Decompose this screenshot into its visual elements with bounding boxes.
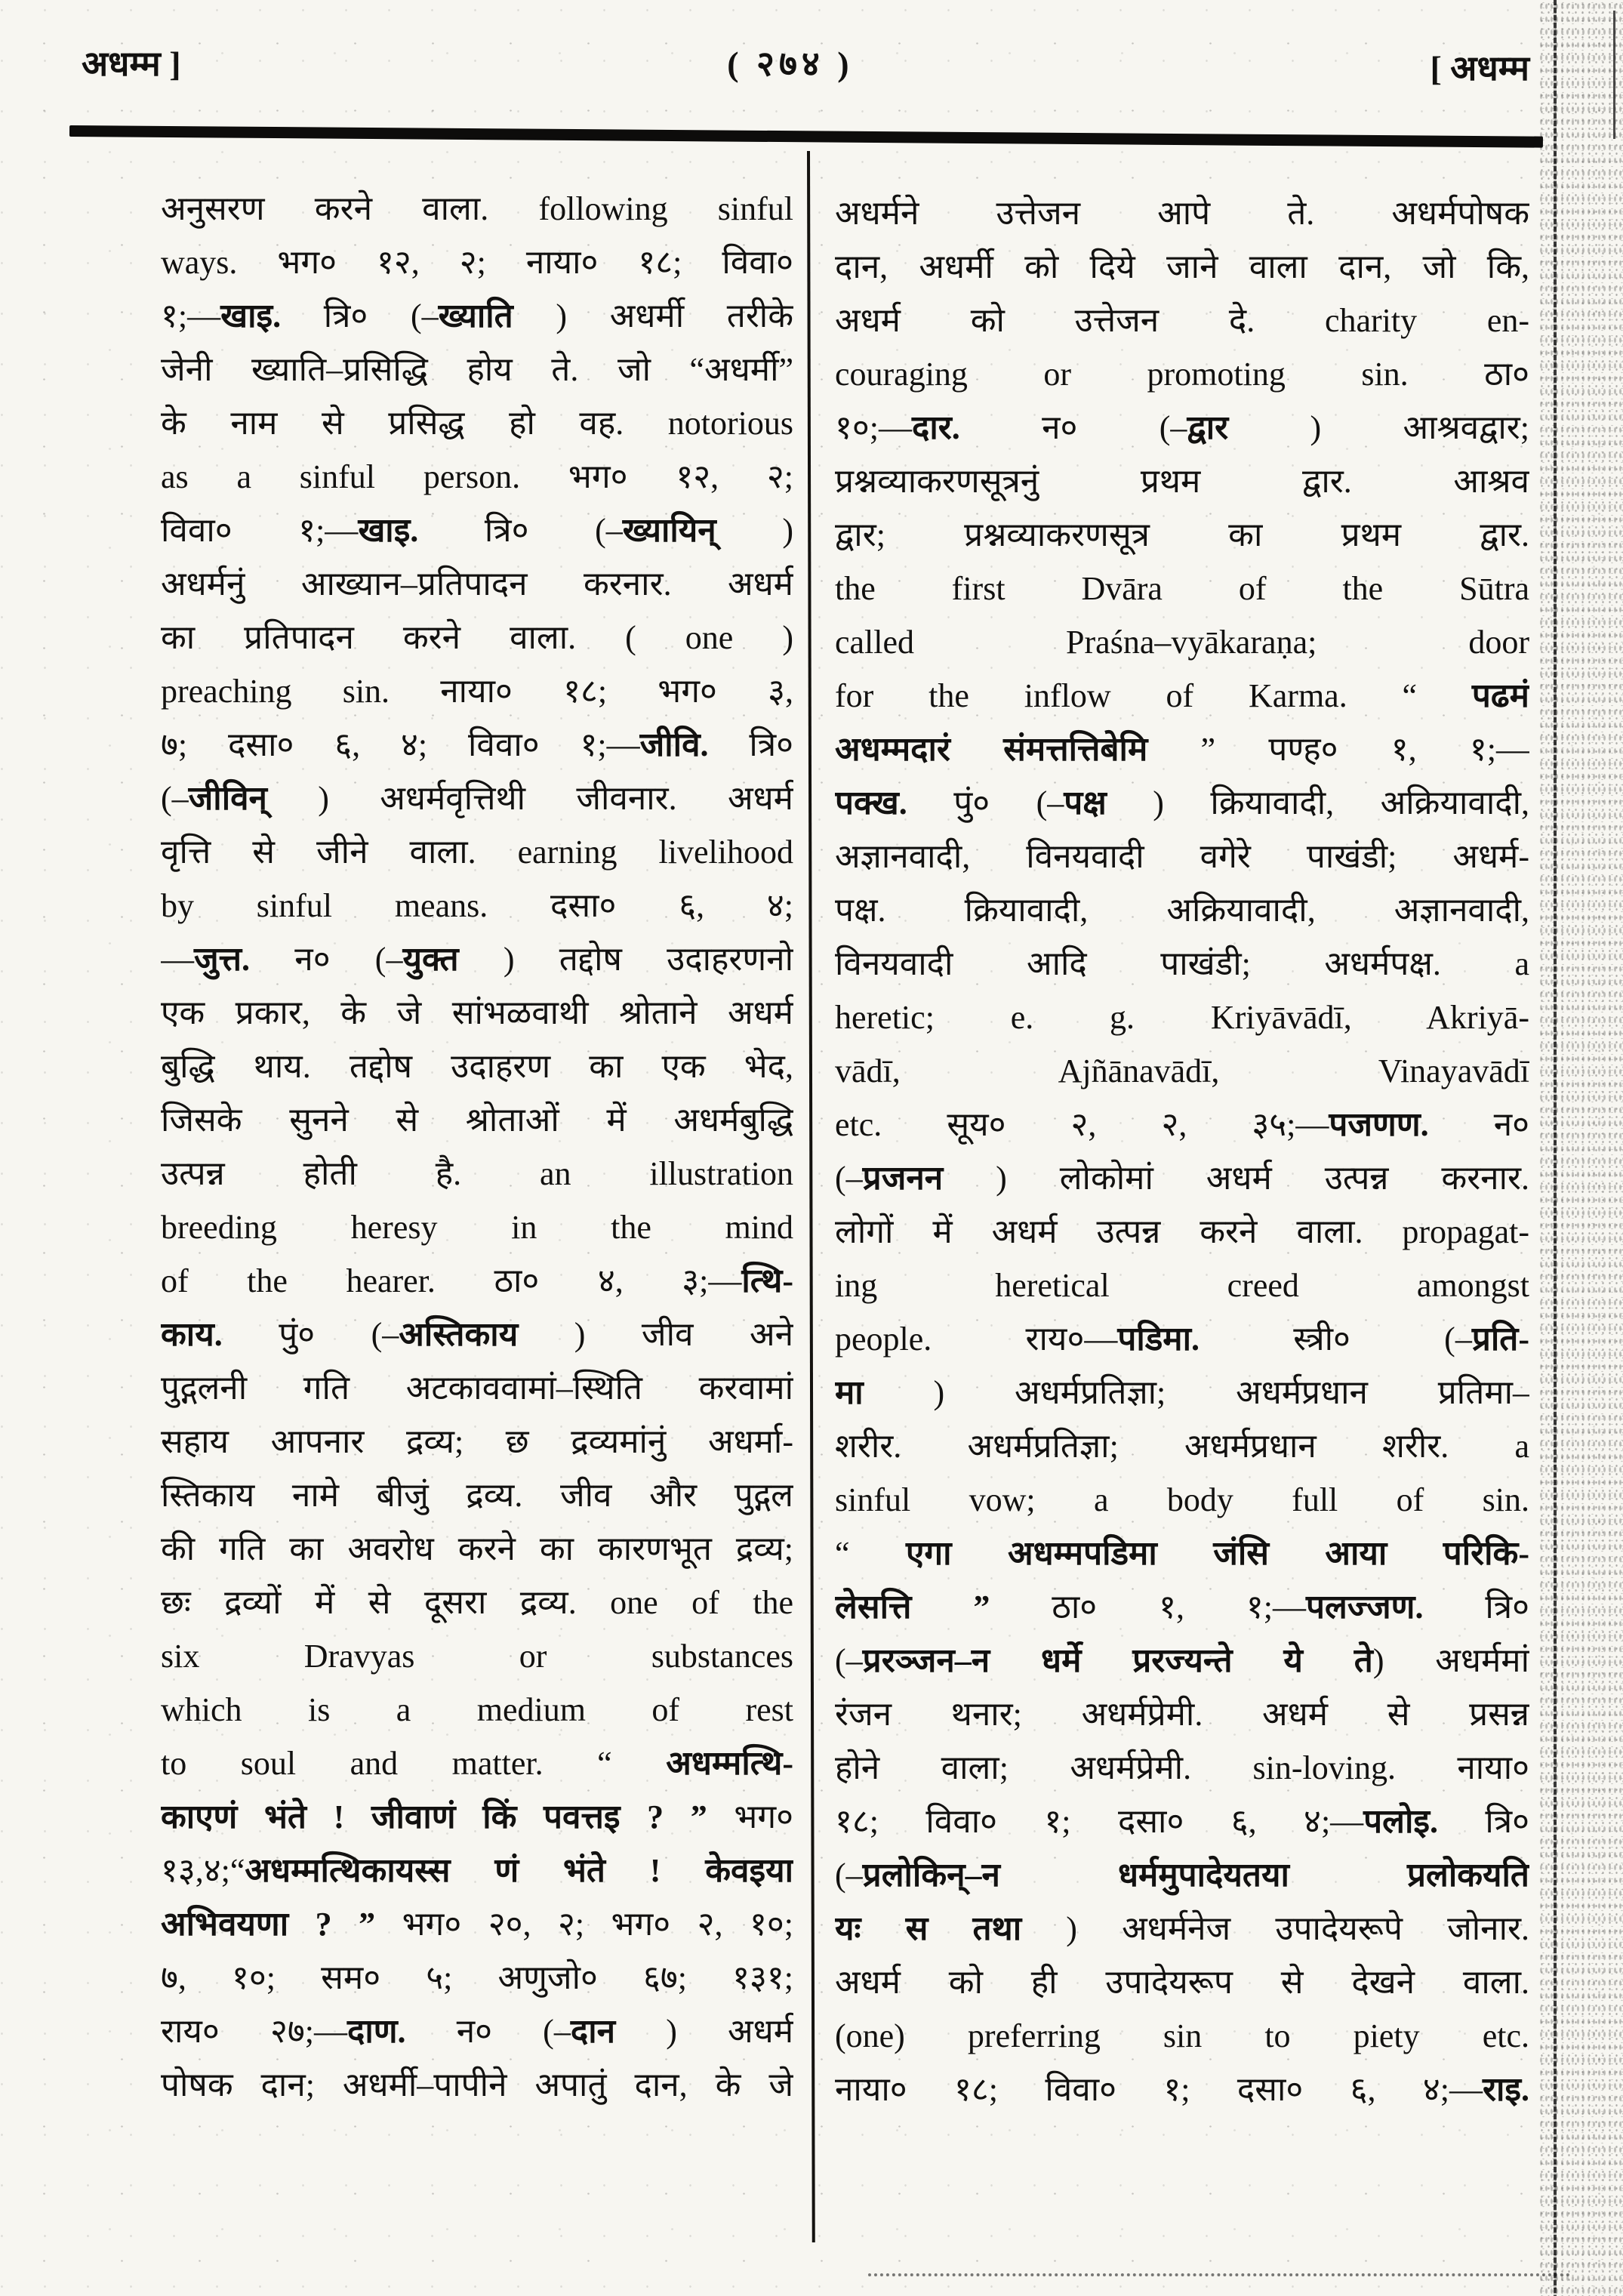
body-text: vādī, Ajñānavādī, Vinayavādī <box>835 1052 1529 1089</box>
text-line <box>835 1580 1529 1634</box>
body-text: त्रि० (– <box>418 512 623 549</box>
body-text: विनयवादी आदि पाखंडी; अधर्मपक्ष. a <box>835 945 1529 982</box>
body-text: ) आश्रवद्वार; <box>1228 409 1529 446</box>
body-text: (– <box>835 1642 863 1679</box>
body-text: न० <box>1428 1106 1529 1143</box>
body-text: ) अधर्ममां <box>1372 1642 1529 1679</box>
body-text: विवा० १;— <box>161 512 359 549</box>
text-line <box>161 182 793 236</box>
headword-bold-text: जीविन् <box>188 780 267 817</box>
body-text: ) <box>716 512 793 549</box>
headword-bold-text: प्रलोकिन्–न धर्ममुपादेयतया प्रलोकयति <box>862 1857 1529 1894</box>
body-text: which is a medium of rest <box>161 1691 793 1728</box>
text-line <box>161 1361 793 1415</box>
body-text: for the inflow of Karma. “ <box>835 677 1472 714</box>
body-text: as a sinful person. भग० १२, २; <box>161 458 793 495</box>
text-line <box>835 240 1529 294</box>
body-text: न० (– <box>250 941 403 978</box>
body-text: ) तद्दोष उदाहरणनो <box>458 941 793 978</box>
text-line <box>161 343 793 396</box>
body-text: त्रि० <box>1438 1803 1529 1840</box>
body-text: ) अधर्मनेज उपादेयरूपे जोनार. <box>1021 1910 1529 1947</box>
headword-bold-text: खाइ. <box>358 512 419 549</box>
body-text: people. राय०— <box>835 1321 1118 1358</box>
headword-bold-text: दाण. <box>346 2013 406 2050</box>
text-line <box>161 1200 793 1254</box>
body-text: sinful vow; a body full of sin. <box>835 1481 1529 1518</box>
header-left-catchword: अधम्म ] <box>82 45 181 83</box>
right-column <box>835 186 1529 2116</box>
headword-bold-text: अभिवयणा ? ” <box>161 1906 376 1943</box>
text-line <box>161 2005 793 2058</box>
body-text: ठा० १, १;— <box>990 1589 1307 1626</box>
text-line <box>835 2009 1529 2063</box>
headword-bold-text: पढमं <box>1471 677 1529 714</box>
text-line <box>161 396 793 450</box>
body-text: couraging or promoting sin. ठा० <box>835 356 1529 393</box>
body-text: उत्पन्न होती है. an illustration <box>161 1155 793 1192</box>
body-text: preaching sin. नाया० १८; भग० ३, <box>161 673 793 710</box>
text-line <box>161 1093 793 1147</box>
body-text: स्तिकाय नामे बीजुं द्रव्य. जीव और पुद्गल <box>161 1477 793 1514</box>
body-text: त्रि० <box>1423 1589 1529 1626</box>
headword-bold-text: पलोइ. <box>1363 1803 1438 1840</box>
text-line <box>835 1955 1529 2009</box>
headword-bold-text: प्ररञ्जन–न धर्मे प्ररज्यन्ते ये ते <box>862 1642 1373 1679</box>
headword-bold-text: दार. <box>912 409 960 446</box>
text-line <box>161 986 793 1040</box>
text-line <box>835 937 1529 991</box>
text-line <box>161 1415 793 1469</box>
headword-bold-text: दान <box>570 2013 616 2050</box>
text-line <box>161 2058 793 2112</box>
body-text: १०;— <box>835 409 912 446</box>
text-line <box>161 1469 793 1522</box>
bottom-dotted-artifact <box>868 2273 1570 2276</box>
body-text: १३,४;“ <box>161 1852 245 1889</box>
headword-bold-text: पजणण. <box>1329 1106 1429 1143</box>
body-text: भग० <box>707 1798 793 1835</box>
headword-bold-text: युक्त <box>402 941 459 978</box>
text-line <box>835 1151 1529 1205</box>
body-text: अनुसरण करने वाला. following sinful <box>161 190 793 227</box>
body-text: called Praśna–vyākaraṇa; door <box>835 624 1529 661</box>
body-text: etc. सूय० २, २, ३५;— <box>835 1106 1329 1143</box>
body-text: (– <box>161 780 189 817</box>
body-text: लोगों में अधर्म उत्पन्न करने वाला. propagat- <box>835 1213 1529 1250</box>
text-line <box>161 289 793 343</box>
body-text: (– <box>835 1857 863 1894</box>
body-text: बुद्धि थाय. तद्दोष उदाहरण का एक भेद, <box>161 1048 793 1085</box>
headword-bold-text: ख्यायिन् <box>622 512 716 549</box>
body-text: to soul and matter. “ <box>161 1745 667 1782</box>
text-line <box>161 1147 793 1200</box>
headword-bold-text: पलज्जण. <box>1306 1589 1424 1626</box>
text-line <box>835 883 1529 937</box>
page-header <box>82 39 1529 92</box>
body-text: the first Dvāra of the Sūtra <box>835 570 1529 607</box>
text-line <box>161 772 793 825</box>
text-line <box>161 1576 793 1629</box>
body-text: सहाय आपनार द्रव्य; छ द्रव्यमांनुं अधर्मा- <box>161 1423 793 1460</box>
body-text: ) अधर्मवृत्तिथी जीवनार. अधर्म <box>266 780 793 817</box>
body-text: शरीर. अधर्मप्रतिज्ञा; अधर्मप्रधान शरीर. a <box>835 1428 1529 1465</box>
text-line <box>161 879 793 932</box>
scan-edge-line <box>1613 11 1615 139</box>
headword-bold-text: जुत्त. <box>194 941 251 978</box>
headword-bold-text: लेसत्ति ” <box>835 1589 990 1626</box>
text-line <box>835 1473 1529 1527</box>
text-line <box>835 1312 1529 1366</box>
headword-bold-text: पडिमा. <box>1117 1321 1200 1358</box>
text-line <box>835 1366 1529 1419</box>
text-line <box>161 1790 793 1844</box>
text-line <box>161 825 793 879</box>
headword-bold-text: यः स तथा <box>835 1910 1022 1947</box>
text-line <box>161 1629 793 1683</box>
text-line <box>835 1741 1529 1795</box>
header-right-catchword: [ अधम्म <box>1430 49 1529 88</box>
text-line <box>835 186 1529 240</box>
body-text: १८; विवा० १; दसा० ६, ४;— <box>835 1803 1364 1840</box>
body-text: स्त्री० (– <box>1199 1321 1472 1358</box>
text-line <box>835 615 1529 669</box>
body-text: (– <box>835 1160 863 1197</box>
text-line <box>835 294 1529 347</box>
body-text: अधर्म को उत्तेजन दे. charity en- <box>835 302 1529 339</box>
body-text: वृत्ति से जीने वाला. earning livelihood <box>161 834 793 871</box>
body-text: छः द्रव्यों में से दूसरा द्रव्य. one of the <box>161 1584 793 1621</box>
body-text: ) जीव अने <box>518 1316 793 1353</box>
body-text: ) अधर्मी तरीके <box>513 297 793 334</box>
body-text: प्रश्नव्याकरणसूत्रनुं प्रथम द्वार. आश्रव <box>835 463 1529 500</box>
text-line <box>161 236 793 289</box>
left-column <box>161 182 793 2112</box>
text-line <box>835 455 1529 508</box>
body-text: पोषक दान; अधर्मी–पापीने अपातुं दान, के जे <box>161 2066 793 2103</box>
text-line <box>161 1683 793 1737</box>
body-text: त्रि० <box>708 726 793 763</box>
text-line <box>835 1044 1529 1098</box>
text-line <box>835 2063 1529 2116</box>
body-text: by sinful means. दसा० ६, ४; <box>161 887 793 924</box>
binding-edge-line <box>1554 0 1557 2296</box>
body-text: की गति का अवरोध करने का कारणभूत द्रव्य; <box>161 1530 793 1567</box>
body-text: ing heretical creed amongst <box>835 1267 1529 1304</box>
text-line <box>161 1254 793 1308</box>
headword-bold-text: अधम्मदारं संमत्तत्तिबेमि <box>835 731 1148 768</box>
column-divider-rule <box>807 151 815 2242</box>
text-line <box>835 669 1529 723</box>
binding-shadow <box>1538 0 1623 2296</box>
body-text: का प्रतिपादन करने वाला. ( one ) <box>161 619 793 656</box>
body-text: अधर्म को ही उपादेयरूप से देखने वाला. <box>835 1964 1529 2001</box>
text-line <box>835 1527 1529 1580</box>
headword-bold-text: खाइ. <box>220 297 282 334</box>
headword-bold-text: एगा अधम्मपडिमा जंसि आया परिकि- <box>906 1535 1529 1572</box>
text-line <box>835 1795 1529 1848</box>
text-line <box>835 508 1529 562</box>
body-text: राय० २७;— <box>161 2013 347 2050</box>
text-line <box>161 611 793 664</box>
body-text: जेनी ख्याति–प्रसिद्धि होय ते. जो “अधर्मी” <box>161 351 793 388</box>
text-line <box>161 932 793 986</box>
body-text: ways. भग० १२, २; नाया० १८; विवा० <box>161 244 793 281</box>
text-line <box>161 1040 793 1093</box>
headword-bold-text: अधम्मत्थि- <box>666 1745 793 1782</box>
headword-bold-text: त्थि- <box>741 1262 793 1299</box>
body-text: ) क्रियावादी, अक्रियावादी, <box>1106 784 1529 821</box>
text-line <box>161 1897 793 1951</box>
body-text: १;— <box>161 297 221 334</box>
body-text: दान, अधर्मी को दिये जाने वाला दान, जो कि, <box>835 248 1529 285</box>
headword-bold-text: पक्ष <box>1064 784 1107 821</box>
text-line <box>161 1844 793 1897</box>
body-text: अधर्मनुं आख्यान–प्रतिपादन करनार. अधर्म <box>161 566 793 603</box>
body-text: के नाम से प्रसिद्ध हो वह. notorious <box>161 405 793 442</box>
text-line <box>161 450 793 504</box>
body-text: द्वार; प्रश्नव्याकरणसूत्र का प्रथम द्वार. <box>835 516 1529 553</box>
text-line <box>161 1308 793 1361</box>
text-line <box>161 1737 793 1790</box>
text-line <box>835 562 1529 615</box>
body-text: ) अधर्म <box>615 2013 793 2050</box>
headword-bold-text: काएणं भंते ! जीवाणं किं पवत्तइ ? ” <box>161 1798 707 1835</box>
body-text: पुं० (– <box>222 1316 399 1353</box>
headword-bold-text: पक्ख. <box>835 784 907 821</box>
body-text: अधर्मने उत्तेजन आपे ते. अधर्मपोषक <box>835 195 1529 232</box>
text-line <box>161 1522 793 1576</box>
body-text: नाया० १८; विवा० १; दसा० ६, ४;— <box>835 2071 1483 2108</box>
body-text: भग० २०, २; भग० २, १०; <box>375 1906 793 1943</box>
body-text: न० (– <box>959 409 1187 446</box>
text-line <box>835 1848 1529 1902</box>
body-text: ) लोकोमां अधर्म उत्पन्न करनार. <box>943 1160 1529 1197</box>
text-line <box>161 504 793 557</box>
text-line <box>835 1902 1529 1955</box>
text-line <box>835 776 1529 830</box>
text-line <box>835 347 1529 401</box>
text-line <box>835 1687 1529 1741</box>
body-text: of the hearer. ठा० ४, ३;— <box>161 1262 742 1299</box>
headword-bold-text: अधम्मत्थिकायस्स णं भंते ! केवइया <box>245 1852 793 1889</box>
headword-bold-text: ख्याति <box>438 297 513 334</box>
text-line <box>835 723 1529 776</box>
text-line <box>835 401 1529 455</box>
text-line <box>161 664 793 718</box>
body-text: पुं० (– <box>907 784 1064 821</box>
headword-bold-text: प्रति- <box>1471 1321 1529 1358</box>
body-text: होने वाला; अधर्मप्रेमी. sin-loving. नाया० <box>835 1749 1529 1786</box>
body-text: एक प्रकार, के जे सांभळवाथी श्रोताने अधर्म <box>161 994 793 1031</box>
body-text: breeding heresy in the mind <box>161 1209 793 1246</box>
text-line <box>835 1634 1529 1687</box>
headword-bold-text: मा <box>835 1374 864 1411</box>
body-text: पक्ष. क्रियावादी, अक्रियावादी, अज्ञानवादी, <box>835 892 1529 929</box>
body-text: रंजन थनार; अधर्मप्रेमी. अधर्म से प्रसन्न <box>835 1696 1529 1733</box>
text-line <box>835 1419 1529 1473</box>
headword-bold-text: काय. <box>161 1316 223 1353</box>
body-text: ७, १०; सम० ५; अणुजो० ६७; १३१; <box>161 1959 793 1996</box>
text-line <box>161 557 793 611</box>
body-text: (one) preferring sin to piety etc. <box>835 2017 1529 2054</box>
body-text: — <box>161 941 194 978</box>
body-text: ” पण्ह० १, १;— <box>1147 731 1529 768</box>
body-text: ७; दसा० ६, ४; विवा० १;— <box>161 726 640 763</box>
headword-bold-text: जीवि. <box>639 726 709 763</box>
headword-bold-text: प्रजनन <box>862 1160 944 1197</box>
headword-bold-text: द्वार <box>1187 409 1229 446</box>
body-text: ) अधर्मप्रतिज्ञा; अधर्मप्रधान प्रतिमा– <box>863 1374 1529 1411</box>
text-line <box>835 1098 1529 1151</box>
body-text: six Dravyas or substances <box>161 1638 793 1675</box>
body-text: heretic; e. g. Kriyāvādī, Akriyā- <box>835 999 1529 1036</box>
text-line <box>835 1259 1529 1312</box>
body-text: पुद्गलनी गति अटकाववामां–स्थिति करवामां <box>161 1370 793 1407</box>
header-rule <box>69 125 1543 148</box>
body-text: अज्ञानवादी, विनयवादी वगेरे पाखंडी; अधर्म- <box>835 838 1529 875</box>
text-line <box>161 718 793 772</box>
body-text: “ <box>835 1535 906 1572</box>
text-line <box>835 991 1529 1044</box>
body-text: जिसके सुनने से श्रोताओं में अधर्मबुद्धि <box>161 1102 793 1139</box>
page-number: ( २७४ ) <box>727 45 854 83</box>
headword-bold-text: राइ. <box>1483 2071 1529 2108</box>
text-line <box>835 830 1529 883</box>
text-line <box>835 1205 1529 1259</box>
body-text: न० (– <box>405 2013 571 2050</box>
text-line <box>161 1951 793 2005</box>
headword-bold-text: अस्तिकाय <box>399 1316 519 1353</box>
body-text: त्रि० (– <box>281 297 439 334</box>
